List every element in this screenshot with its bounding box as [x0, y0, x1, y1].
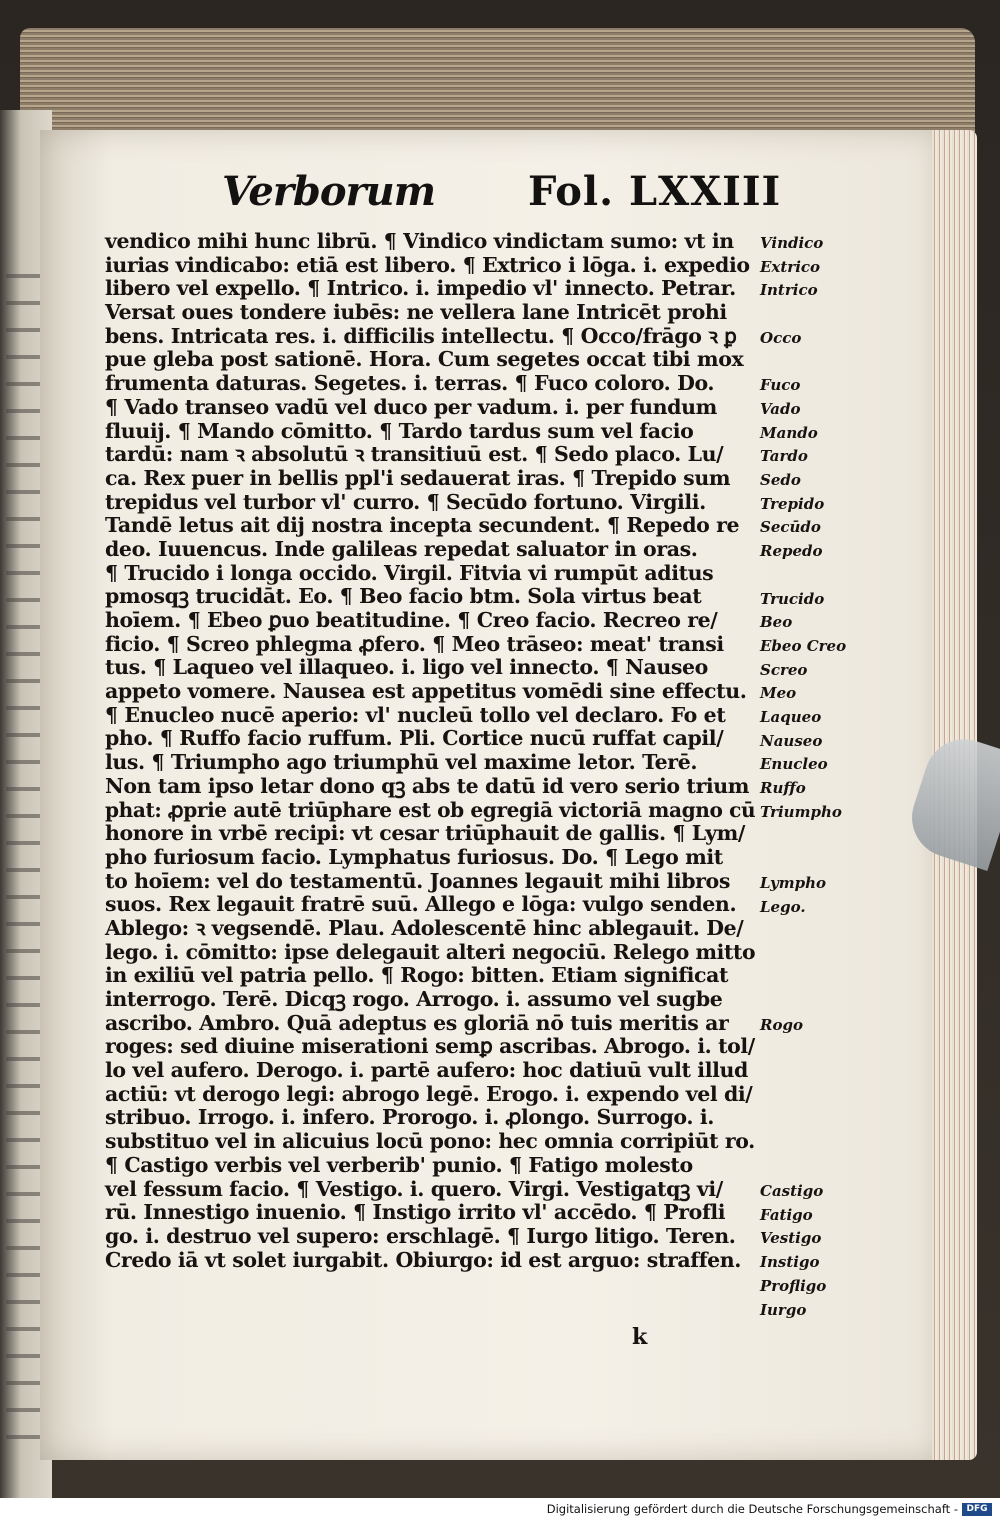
text-line: tus. ¶ Laqueo vel illaqueo. i. ligo vel innecto. ¶ Nauseo	[105, 655, 708, 680]
text-line: lego. i. cōmitto: ipse delegauit alteri negociū. Relego mitto	[105, 939, 756, 964]
text-line: pho. ¶ Ruffo facio ruffum. Pli. Cortice nucū ruffat capil/	[105, 726, 724, 751]
signature-mark: k	[632, 1324, 648, 1350]
text-line: Versat oues tondere iubēs: ne vellera lane Intricēt prohi	[105, 300, 727, 325]
text-line: fluuij. ¶ Mando cōmitto. ¶ Tardo tardus sum vel facio	[105, 418, 694, 443]
margin-note: Nauseo	[760, 731, 823, 750]
margin-note: Trucido	[760, 589, 825, 608]
footer-credit: Digitalisierung gefördert durch die Deutsche Forschungsgemeinschaft -	[546, 1502, 958, 1516]
margin-note: Sedo	[760, 471, 801, 489]
text-line: vel fessum facio. ¶ Vestigo. i. quero. Virgi. Vestigatqꝫ vi/	[105, 1176, 723, 1201]
text-line: suos. Rex legauit fratrē suū. Allego e lōga: vulgo senden.	[105, 892, 737, 917]
text-line: pho furiosum facio. Lymphatus furiosus. Do. ¶ Lego mit	[105, 844, 723, 869]
text-line: vendico mihi hunc librū. ¶ Vindico vindictam sumo: vt in	[105, 229, 734, 253]
text-line: ¶ Vado transeo vadū vel duco per vadum. i. per fundum	[105, 394, 717, 419]
text-line: honore in vrbē recipi: vt cesar triūphauit de gallis. ¶ Lym/	[105, 821, 745, 846]
text-line: lus. ¶ Triumpho ago triumphū vel maxime letor. Terē.	[105, 750, 698, 775]
text-line: go. i. destruo vel supero: erschlagē. ¶ Iurgo litigo. Teren.	[105, 1223, 736, 1248]
margin-note: Intrico	[760, 281, 818, 300]
margin-note: Lego.	[760, 897, 806, 916]
margin-note: Laqueo	[760, 708, 822, 726]
text-line: iurias vindicabo: etiā est libero. ¶ Extrico i lōga. i. expedio	[105, 252, 750, 277]
text-line: rū. Innestigo inuenio. ¶ Instigo irrito vl' accēdo. ¶ Profli	[105, 1200, 726, 1225]
margin-note: Vestigo	[760, 1229, 822, 1248]
margin-note: Beo	[760, 613, 793, 632]
text-line: ca. Rex puer in bellis ppl'i sedauerat iras. ¶ Trepido sum	[105, 465, 731, 490]
margin-note: Ruffo	[760, 779, 806, 798]
text-line: Credo iā vt solet iurgabit. Obiurgo: id est arguo: straffen.	[105, 1247, 742, 1272]
margin-note: Meo	[760, 684, 797, 703]
text-line: trepidus vel turbor vl' curro. ¶ Secūdo fortuno. Virgili.	[105, 489, 706, 514]
text-line: pmosqꝫ trucidāt. Eo. ¶ Beo facio btm. Sola virtus beat	[105, 584, 702, 609]
text-line: to hoīem: vel do testamentū. Joannes legauit mihi libros	[105, 868, 730, 893]
margin-note: Vindico	[760, 234, 824, 252]
margin-note: Lympho	[760, 873, 826, 892]
text-line: lo vel aufero. Derogo. i. partē aufero: hoc datiuū vult illud	[105, 1058, 748, 1083]
text-line: frumenta daturas. Segetes. i. terras. ¶ Fuco coloro. Do.	[105, 371, 715, 396]
text-line: actiū: vt derogo legi: abrogo legē. Erogo. i. expendo vel di/	[105, 1081, 753, 1106]
margin-note: Ebeo Creo	[760, 636, 847, 655]
margin-note: Fatigo	[760, 1205, 813, 1224]
margin-note: Iurgo	[760, 1300, 807, 1319]
running-head: Verborum	[222, 168, 436, 215]
text-line: phat: ꝓprie autē triūphare est ob egregiā victoriā magno cū	[105, 797, 756, 822]
margin-note: Vado	[760, 399, 801, 418]
text-line: stribuo. Irrogo. i. infero. Prorogo. i. ꝓlongo. Surrogo. i.	[105, 1105, 714, 1130]
margin-note: Secūdo	[760, 518, 821, 537]
margin-note: Tardo	[760, 447, 808, 466]
margin-note: Screo	[760, 660, 808, 679]
margin-note: Fuco	[760, 376, 801, 395]
margin-note: Instigo	[760, 1253, 820, 1272]
margin-note: Triumpho	[760, 802, 842, 821]
text-line: hoīem. ¶ Ebeo ꝑuo beatitudine. ¶ Creo facio. Recreo re/	[105, 608, 718, 632]
margin-note: Profligo	[760, 1276, 827, 1295]
text-line: bens. Intricata res. i. difficilis intellectu. ¶ Occo/frāgo ꝛ ꝑ	[105, 323, 737, 348]
margin-note: Mando	[760, 423, 818, 442]
text-line: Non tam ipso letar dono qꝫ abs te datū id vero serio trium	[105, 773, 750, 798]
margin-note: Trepido	[760, 494, 825, 513]
text-line: ascribo. Ambro. Quā adeptus es gloriā nō tuis meritis ar	[105, 1010, 729, 1035]
margin-note: Repedo	[760, 542, 823, 561]
margin-note: Enucleo	[760, 755, 828, 774]
folio-number: Fol. LXXIII	[528, 168, 782, 215]
book-top-edge	[20, 28, 975, 138]
text-line: ¶ Enucleo nucē aperio: vl' nucleū tollo vel declaro. Fo et	[105, 702, 726, 727]
text-line: substituo vel in alicuius locū pono: hec omnia corripiūt ro.	[105, 1129, 755, 1154]
margin-note: Castigo	[760, 1182, 824, 1200]
text-line: ¶ Trucido i longa occido. Virgil. Fitvia vi rumpūt aditus	[105, 560, 714, 585]
margin-note: Extrico	[760, 257, 821, 276]
dfg-logo: DFG	[962, 1503, 992, 1516]
footer-bar	[0, 1498, 1000, 1522]
text-line: ficio. ¶ Screo phlegma ꝓfero. ¶ Meo trāseo: meat' transi	[105, 631, 724, 656]
margin-note: Occo	[760, 328, 802, 347]
text-line: Ablego: ꝛ vegsendē. Plau. Adolescentē hinc ablegauit. De/	[105, 915, 744, 940]
text-line: tardū: nam ꝛ absolutū ꝛ transitiuū est. ¶ Sedo placo. Lu/	[105, 442, 724, 467]
text-line: roges: sed diuine miserationi semꝑ ascribas. Abrogo. i. tol/	[105, 1034, 755, 1059]
text-line: Tandē letus ait dij nostra incepta secundent. ¶ Repedo re	[105, 513, 740, 538]
text-line: interrogo. Terē. Dicqꝫ rogo. Arrogo. i. assumo vel sugbe	[105, 987, 723, 1011]
margin-note: Rogo	[760, 1016, 803, 1035]
text-line: in exiliū vel patria pello. ¶ Rogo: bitten. Etiam significat	[105, 963, 729, 988]
text-line: pue gleba post sationē. Hora. Cum segetes occat tibi mox	[105, 347, 744, 372]
text-line: deo. Iuuencus. Inde galileas repedat saluator in oras.	[105, 536, 698, 561]
text-line: appeto vomere. Nausea est appetitus vomēdi sine effectu.	[105, 679, 747, 704]
text-line: ¶ Castigo verbis vel verberib' punio. ¶ Fatigo molesto	[105, 1152, 693, 1177]
main-text	[105, 230, 755, 1272]
text-line: libero vel expello. ¶ Intrico. i. impedio vl' innecto. Petrar.	[105, 276, 736, 301]
